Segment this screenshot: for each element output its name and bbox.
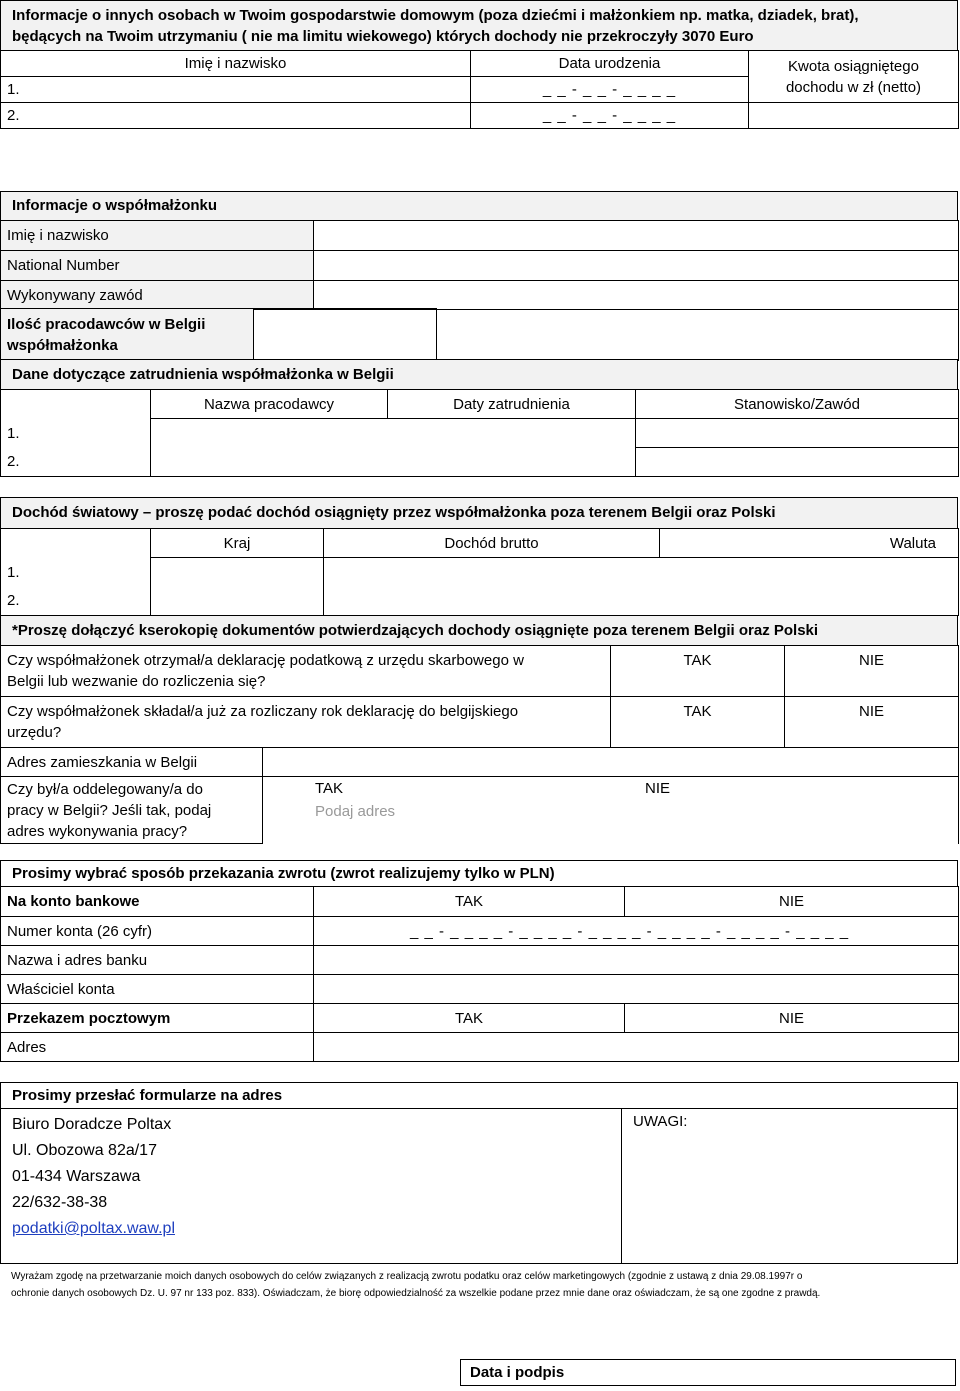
delegated-no[interactable]: NIE bbox=[645, 780, 671, 797]
world-income-title: Dochód światowy – proszę podać dochód osiągnięty przez współmałżonka poza terenem Belgii oraz Polski bbox=[0, 497, 958, 529]
delegated-answer-cell bbox=[263, 777, 959, 844]
refund-address-field[interactable] bbox=[314, 1033, 959, 1062]
spouse-employers-count-label: Ilość pracodawców w Belgii współmałżonka bbox=[1, 309, 254, 361]
spouse-name-label: Imię i nazwisko bbox=[1, 221, 314, 251]
household-row-2-birth[interactable]: _ _ - _ _ - _ _ _ _ bbox=[471, 103, 749, 129]
refund-bank-label: Na konto bankowe bbox=[1, 887, 314, 917]
refund-bank-yes[interactable]: TAK bbox=[314, 887, 625, 917]
world-income-col-gross: Dochód brutto bbox=[324, 529, 660, 558]
remarks-box[interactable] bbox=[621, 1108, 958, 1264]
delegated-yes[interactable]: TAK bbox=[315, 780, 344, 797]
refund-title: Prosimy wybrać sposób przekazania zwrotu (zwrot realizujemy tylko w PLN) bbox=[0, 860, 958, 887]
spouse-employment-table bbox=[0, 389, 959, 477]
spouse-employment-row-1: 1. bbox=[1, 419, 151, 448]
refund-address-label: Adres bbox=[1, 1033, 314, 1062]
refund-owner-label: Właściciel konta bbox=[1, 975, 314, 1004]
send-street: Ul. Obozowa 82a/17 bbox=[12, 1142, 157, 1159]
spouse-employment-row-2: 2. bbox=[1, 448, 151, 477]
world-income-row-2-amount[interactable] bbox=[324, 587, 959, 616]
spouse-employment-title: Dane dotyczące zatrudnienia współmałżonka w Belgii bbox=[0, 359, 958, 390]
question-2-no[interactable]: NIE bbox=[785, 697, 959, 748]
household-col-birth: Data urodzenia bbox=[471, 51, 749, 77]
world-income-col-country: Kraj bbox=[151, 529, 324, 558]
spouse-national-number-field[interactable] bbox=[314, 251, 959, 281]
question-1-yes[interactable]: TAK bbox=[611, 646, 785, 697]
household-table bbox=[0, 50, 959, 129]
refund-bank-name-field[interactable] bbox=[314, 946, 959, 975]
question-declaration-filed: Czy współmałżonek składał/a już za rozliczany rok deklarację do belgijskiego urzędu? bbox=[1, 697, 611, 748]
signature-label: Data i podpis bbox=[460, 1359, 956, 1386]
household-header-line1: Informacje o innych osobach w Twoim gospodarstwie domowym (poza dziećmi i małżonkiem np. matka, dziadek, brat), bbox=[12, 7, 859, 24]
consent-text: Wyrażam zgodę na przetwarzanie moich danych osobowych do celów związanych z realizacją zwrotu podatku oraz celów marketingowych (zgodnie z ustawą z dnia 29.08.1997r o ochronie danych osobowych Dz. U. 97 nr 133 poz. 833). Oświadczam, że biorę odpowiedzialność za wszelkie podane przez mnie dane oraz oświadczam, że są one zgodne z prawdą. bbox=[11, 1271, 821, 1299]
question-delegated: Czy był/a oddelegowany/a do pracy w Belgii? Jeśli tak, podaj adres wykonywania pracy? bbox=[1, 777, 263, 844]
send-email-link[interactable]: podatki@poltax.waw.pl bbox=[12, 1220, 175, 1237]
world-income-row-1: 1. bbox=[1, 558, 151, 587]
refund-table bbox=[0, 886, 959, 1062]
spouse-title: Informacje o współmałżonku bbox=[0, 191, 958, 221]
household-row-1-birth[interactable]: _ _ - _ _ - _ _ _ _ bbox=[471, 77, 749, 103]
spouse-employment-row-1-position[interactable] bbox=[636, 419, 959, 448]
spouse-employment-row-1-field[interactable] bbox=[151, 419, 636, 448]
spouse-occupation-label: Wykonywany zawód bbox=[1, 281, 314, 310]
send-city: 01-434 Warszawa bbox=[12, 1168, 141, 1185]
spouse-occupation-field[interactable] bbox=[314, 281, 959, 310]
household-header-line2: będących na Twoim utrzymaniu ( nie ma limitu wiekowego) których dochody nie przekroczyły 3070 Euro bbox=[12, 28, 754, 45]
belgium-address-label: Adres zamieszkania w Belgii bbox=[1, 748, 263, 777]
spouse-employment-row-2-field[interactable] bbox=[151, 448, 636, 477]
spouse-basic-table bbox=[0, 220, 959, 310]
refund-postal-no[interactable]: NIE bbox=[625, 1004, 959, 1033]
world-income-row-2-country[interactable] bbox=[151, 587, 324, 616]
household-row-2-income[interactable] bbox=[749, 103, 959, 129]
household-col-name: Imię i nazwisko bbox=[1, 51, 471, 77]
spouse-employers-table bbox=[0, 308, 959, 361]
refund-postal-label: Przekazem pocztowym bbox=[1, 1004, 314, 1033]
household-row-1-name[interactable]: 1. bbox=[1, 77, 471, 103]
spouse-col-dates: Daty zatrudnienia bbox=[388, 390, 636, 419]
spouse-employers-count-field[interactable] bbox=[254, 309, 437, 361]
send-box bbox=[0, 1082, 958, 1264]
world-income-row-1-country[interactable] bbox=[151, 558, 324, 587]
send-phone: 22/632-38-38 bbox=[12, 1194, 108, 1211]
spouse-col-position: Stanowisko/Zawód bbox=[636, 390, 959, 419]
spouse-national-number-label: National Number bbox=[1, 251, 314, 281]
world-income-table bbox=[0, 528, 959, 616]
refund-account-field[interactable]: _ _ - _ _ _ _ - _ _ _ _ - _ _ _ _ - _ _ _ _ - _ _ _ _ - _ _ _ _ bbox=[314, 917, 959, 946]
refund-bank-name-label: Nazwa i adres banku bbox=[1, 946, 314, 975]
questions-table bbox=[0, 645, 959, 844]
question-2-yes[interactable]: TAK bbox=[611, 697, 785, 748]
world-income-col-currency: Waluta bbox=[660, 529, 959, 558]
question-tax-declaration: Czy współmałżonek otrzymał/a deklarację podatkową z urzędu skarbowego w Belgii lub wezwanie do rozliczenia się? bbox=[1, 646, 611, 697]
household-row-2-name[interactable]: 2. bbox=[1, 103, 471, 129]
delegated-give-address[interactable]: Podaj adres bbox=[315, 803, 396, 820]
spouse-employers-blank bbox=[437, 309, 959, 361]
send-address bbox=[12, 1112, 175, 1242]
spouse-employment-row-2-position[interactable] bbox=[636, 448, 959, 477]
remarks-label: UWAGI: bbox=[633, 1113, 688, 1130]
send-title: Prosimy przesłać formularze na adres bbox=[0, 1082, 958, 1109]
spouse-col-employer: Nazwa pracodawcy bbox=[151, 390, 388, 419]
world-income-row-1-amount[interactable] bbox=[324, 558, 959, 587]
household-col-income: Kwota osiągniętego dochodu w zł (netto) bbox=[749, 51, 959, 103]
household-header bbox=[0, 0, 958, 51]
world-income-row-2: 2. bbox=[1, 587, 151, 616]
refund-postal-yes[interactable]: TAK bbox=[314, 1004, 625, 1033]
refund-bank-no[interactable]: NIE bbox=[625, 887, 959, 917]
world-income-note: *Proszę dołączyć kserokopię dokumentów potwierdzających dochody osiągnięte poza terenem Belgii oraz Polski bbox=[0, 615, 958, 646]
spouse-name-field[interactable] bbox=[314, 221, 959, 251]
question-1-no[interactable]: NIE bbox=[785, 646, 959, 697]
refund-account-label: Numer konta (26 cyfr) bbox=[1, 917, 314, 946]
refund-owner-field[interactable] bbox=[314, 975, 959, 1004]
belgium-address-field[interactable] bbox=[263, 748, 959, 777]
send-company: Biuro Doradcze Poltax bbox=[12, 1116, 172, 1133]
